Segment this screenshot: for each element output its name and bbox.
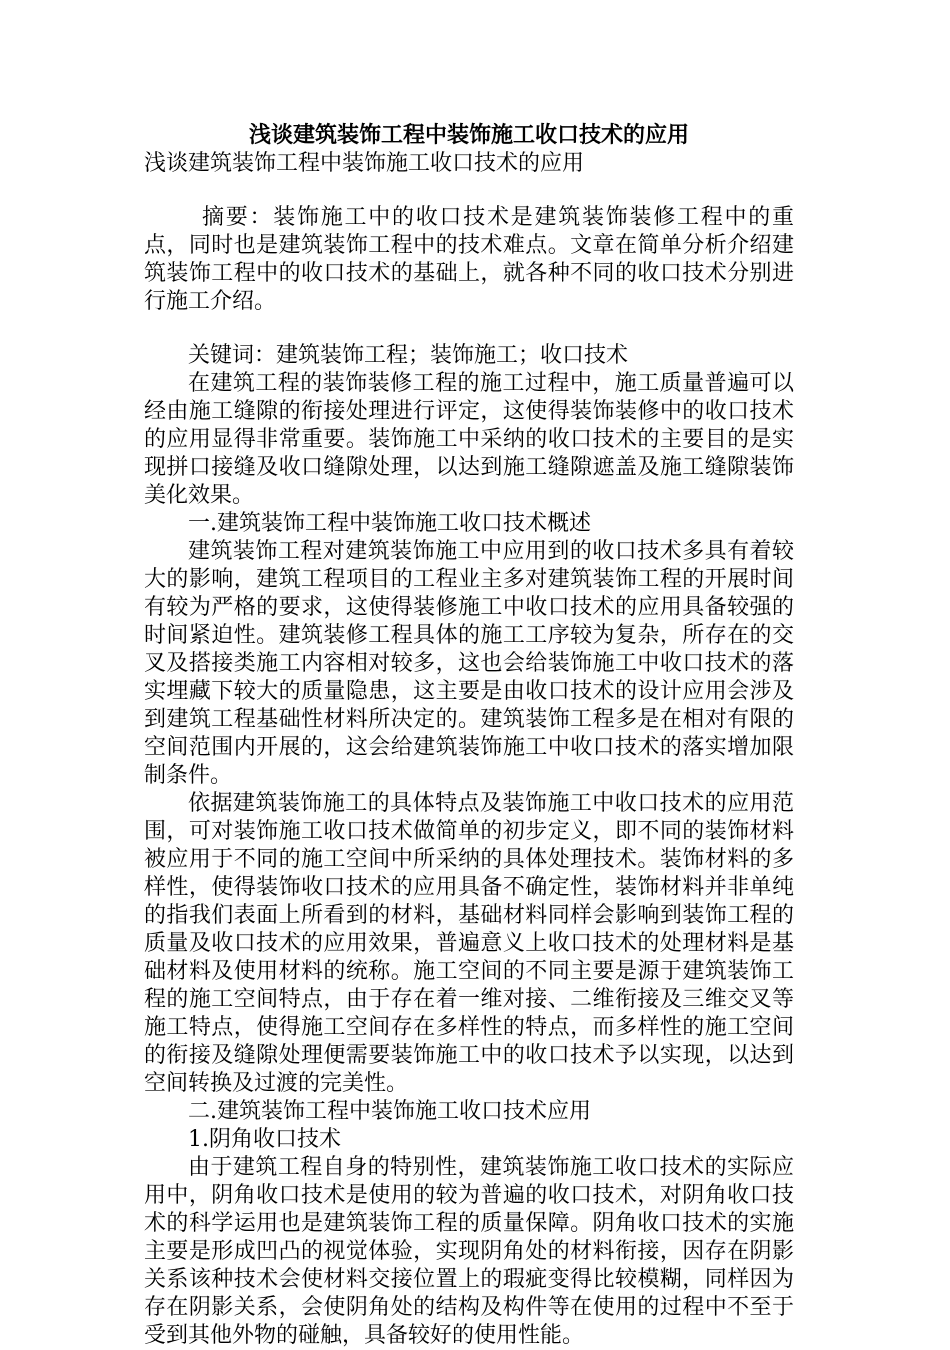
keywords-line: 关键词：建筑装饰工程；装饰施工；收口技术 [188,343,629,368]
document-body [144,120,794,1350]
section-2-heading: 二.建筑装饰工程中装饰施工收口技术应用 [188,1099,591,1124]
abstract-paragraph: 摘要：装饰施工中的收口技术是建筑装饰装修工程中的重点，同时也是建筑装饰工程中的技术难点。文章在简单分析介绍建筑装饰工程中的收口技术的基础上，就各种不同的收口技术分别进行施工介绍。 [144,205,794,314]
section-1-paragraph-2: 依据建筑装饰施工的具体特点及装饰施工中收口技术的应用范围，可对装饰施工收口技术做简单的初步定义，即不同的装饰材料被应用于不同的施工空间中所采纳的具体处理技术。装饰材料的多样性，使得装饰收口技术的应用具备不确定性，装饰材料并非单纯的指我们表面上所看到的材料，基础材料同样会影响到装饰工程的质量及收口技术的应用效果，普遍意义上收口技术的处理材料是基础材料及使用材料的统称。施工空间的不同主要是源于建筑装饰工程的施工空间特点，由于存在着一维对接、二维衔接及三维交叉等施工特点，使得施工空间存在多样性的特点，而多样性的施工空间的衔接及缝隙处理便需要装饰施工中的收口技术予以实现，以达到空间转换及过渡的完美性。 [144,791,794,1096]
intro-paragraph: 在建筑工程的装饰装修工程的施工过程中，施工质量普遍可以经由施工缝隙的衔接处理进行评定，这使得装饰装修中的收口技术的应用显得非常重要。装饰施工中采纳的收口技术的主要目的是实现拼口接缝及收口缝隙处理，以达到施工缝隙遮盖及施工缝隙装饰美化效果。 [144,371,794,508]
section-1-paragraph-1: 建筑装饰工程对建筑装饰施工中应用到的收口技术多具有着较大的影响，建筑工程项目的工程业主多对建筑装饰工程的开展时间有较为严格的要求，这使得装修施工中收口技术的应用具备较强的时间紧迫性。建筑装修工程具体的施工工序较为复杂，所存在的交叉及搭接类施工内容相对较多，这也会给装饰施工中收口技术的落实埋藏下较大的质量隐患，这主要是由收口技术的设计应用会涉及到建筑工程基础性材料所决定的。建筑装饰工程多是在相对有限的空间范围内开展的，这会给建筑装饰施工中收口技术的落实增加限制条件。 [144,539,794,788]
section-1-heading: 一.建筑装饰工程中装饰施工收口技术概述 [188,511,591,536]
document-subtitle: 浅谈建筑装饰工程中装饰施工收口技术的应用 [144,151,585,176]
document-title: 浅谈建筑装饰工程中装饰施工收口技术的应用 [248,122,689,148]
subsection-1-heading: 1.阴角收口技术 [188,1127,341,1152]
subsection-1-paragraph-1: 由于建筑工程自身的特别性，建筑装饰施工收口技术的实际应用中，阴角收口技术是使用的较为普遍的收口技术，对阴角收口技术的科学运用也是建筑装饰工程的质量保障。阴角收口技术的实施主要是形成凹凸的视觉体验，实现阴角处的材料衔接，因存在阴影关系该种技术会使材料交接位置上的瑕疵变得比较模糊，同样因为存在阴影关系，会使阴角处的结构及构件等在使用的过程中不至于受到其他外物的碰触，具备较好的使用性能。 [144,1155,794,1348]
